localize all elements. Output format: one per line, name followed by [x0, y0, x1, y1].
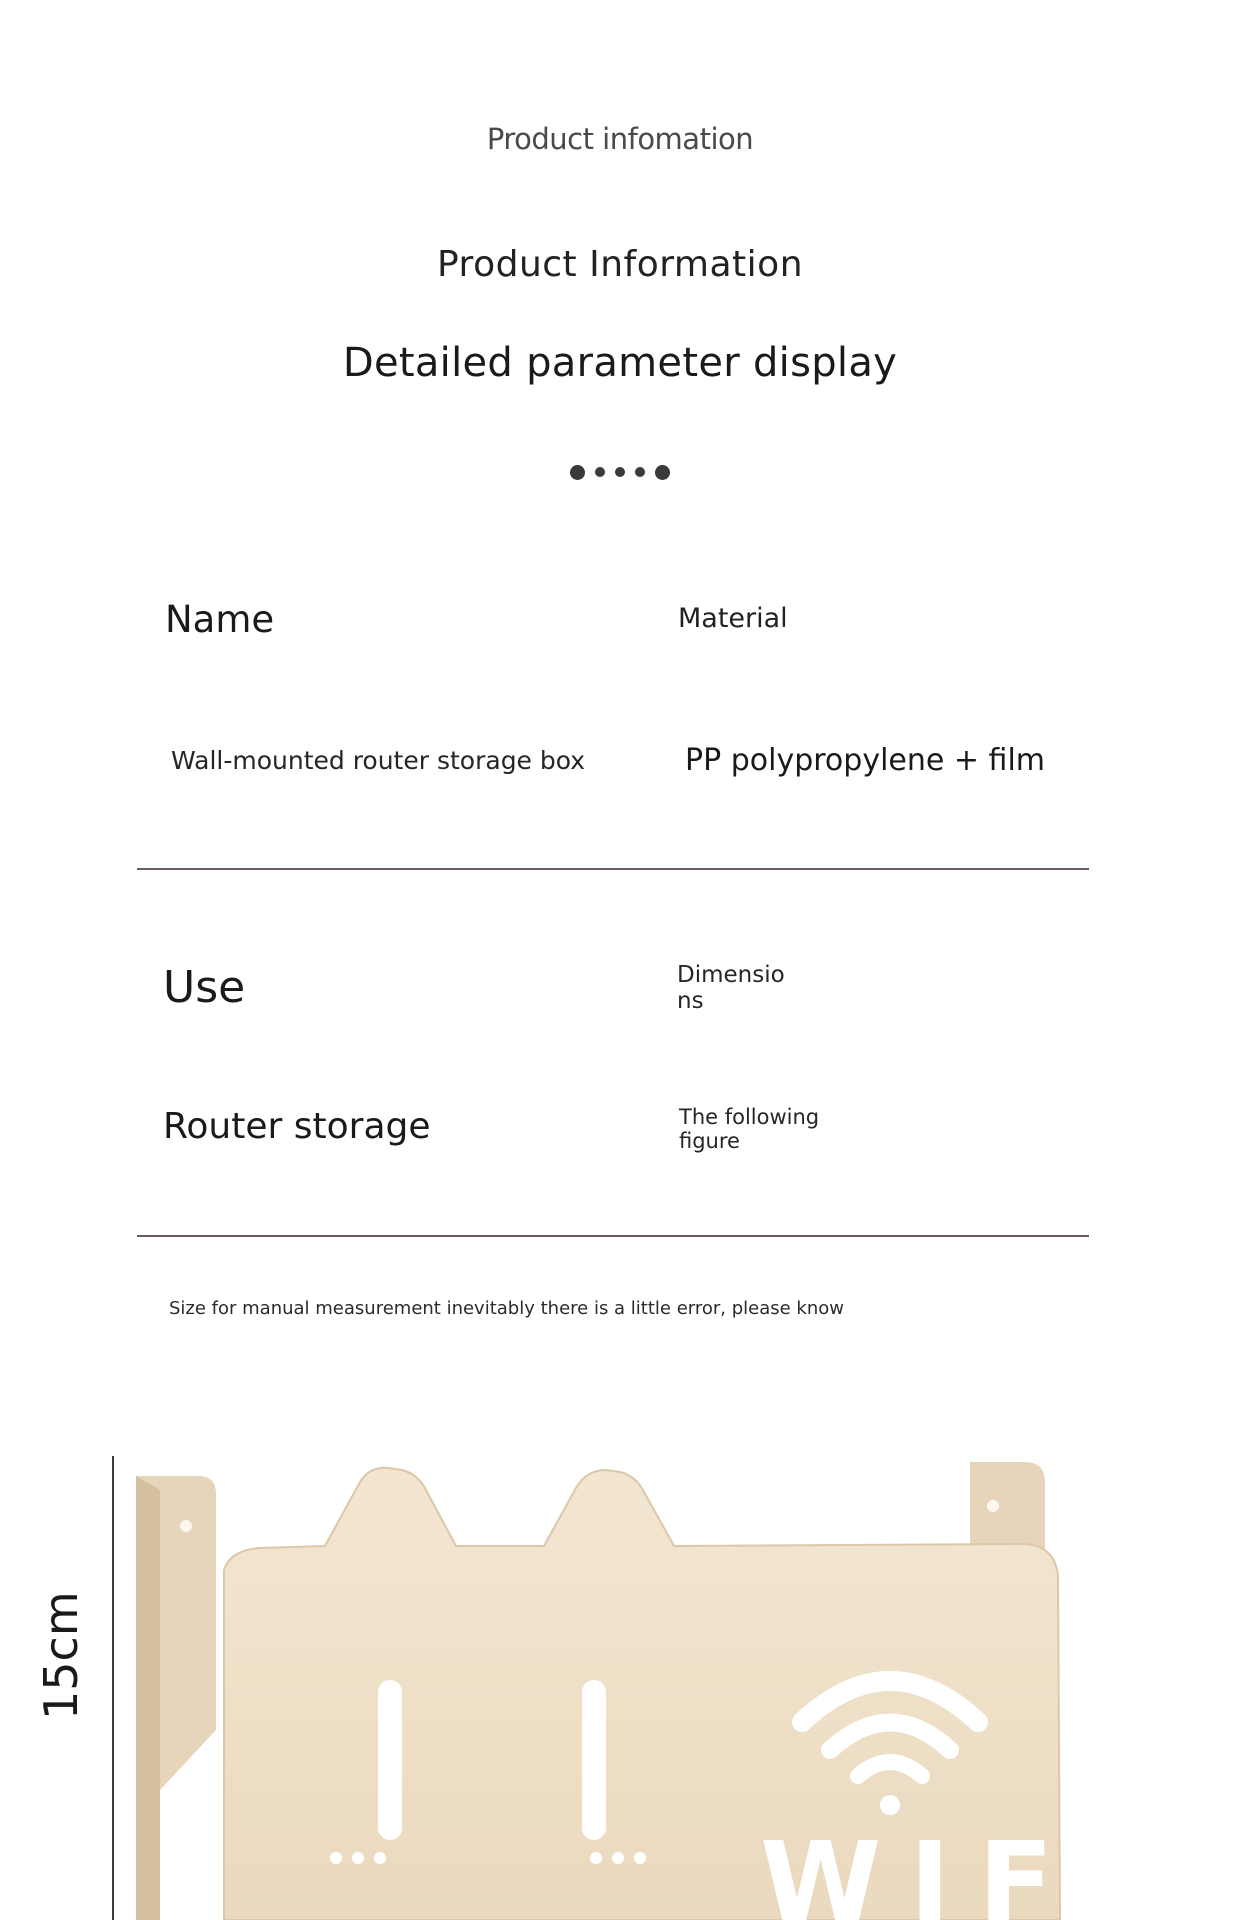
divider	[137, 868, 1089, 870]
dot-icon	[655, 465, 670, 480]
screw-hole-icon	[180, 1520, 192, 1532]
name-label: Name	[165, 598, 275, 641]
dot-icon	[570, 465, 585, 480]
measurement-note: Size for manual measurement inevitably there is a little error, please know	[169, 1298, 844, 1319]
dot-icon	[634, 1852, 646, 1864]
divider	[137, 1235, 1089, 1237]
left-bracket-side	[136, 1476, 160, 1920]
dot-icon	[374, 1852, 386, 1864]
dimensions-value	[679, 1105, 819, 1153]
dot-icon	[612, 1852, 624, 1864]
dot-icon	[330, 1852, 342, 1864]
dimensions-label	[677, 962, 785, 1014]
use-label: Use	[163, 962, 246, 1013]
vent-slot	[582, 1680, 606, 1840]
dimensions-value-line1: The following	[679, 1105, 820, 1129]
wifi-dot-icon	[880, 1795, 900, 1815]
use-value: Router storage	[163, 1106, 431, 1147]
material-value: PP polypropylene + film	[685, 743, 1045, 778]
page-subtitle-english: Product infomation	[486, 122, 754, 156]
name-value: Wall-mounted router storage box	[171, 746, 586, 775]
material-label: Material	[678, 603, 788, 634]
wifi-logo-text: WIFI	[760, 1818, 1151, 1920]
dimensions-label-line1: Dimensio	[677, 962, 785, 988]
dot-icon	[615, 467, 625, 477]
vent-slot	[378, 1680, 402, 1840]
dot-icon	[352, 1852, 364, 1864]
dot-icon	[590, 1852, 602, 1864]
dimensions-value-line2: figure	[679, 1129, 740, 1153]
page-subtitle: Detailed parameter display	[342, 340, 898, 386]
height-dimension-label: 15cm	[34, 1591, 88, 1720]
decorative-dots	[570, 460, 670, 484]
dot-icon	[635, 467, 645, 477]
router-storage-box-image	[120, 1430, 1151, 1920]
dot-icon	[595, 467, 605, 477]
dimensions-label-line2: ns	[677, 988, 704, 1014]
height-dimension-line	[112, 1456, 114, 1920]
page-title: Product Information	[436, 244, 804, 285]
screw-hole-icon	[987, 1500, 999, 1512]
